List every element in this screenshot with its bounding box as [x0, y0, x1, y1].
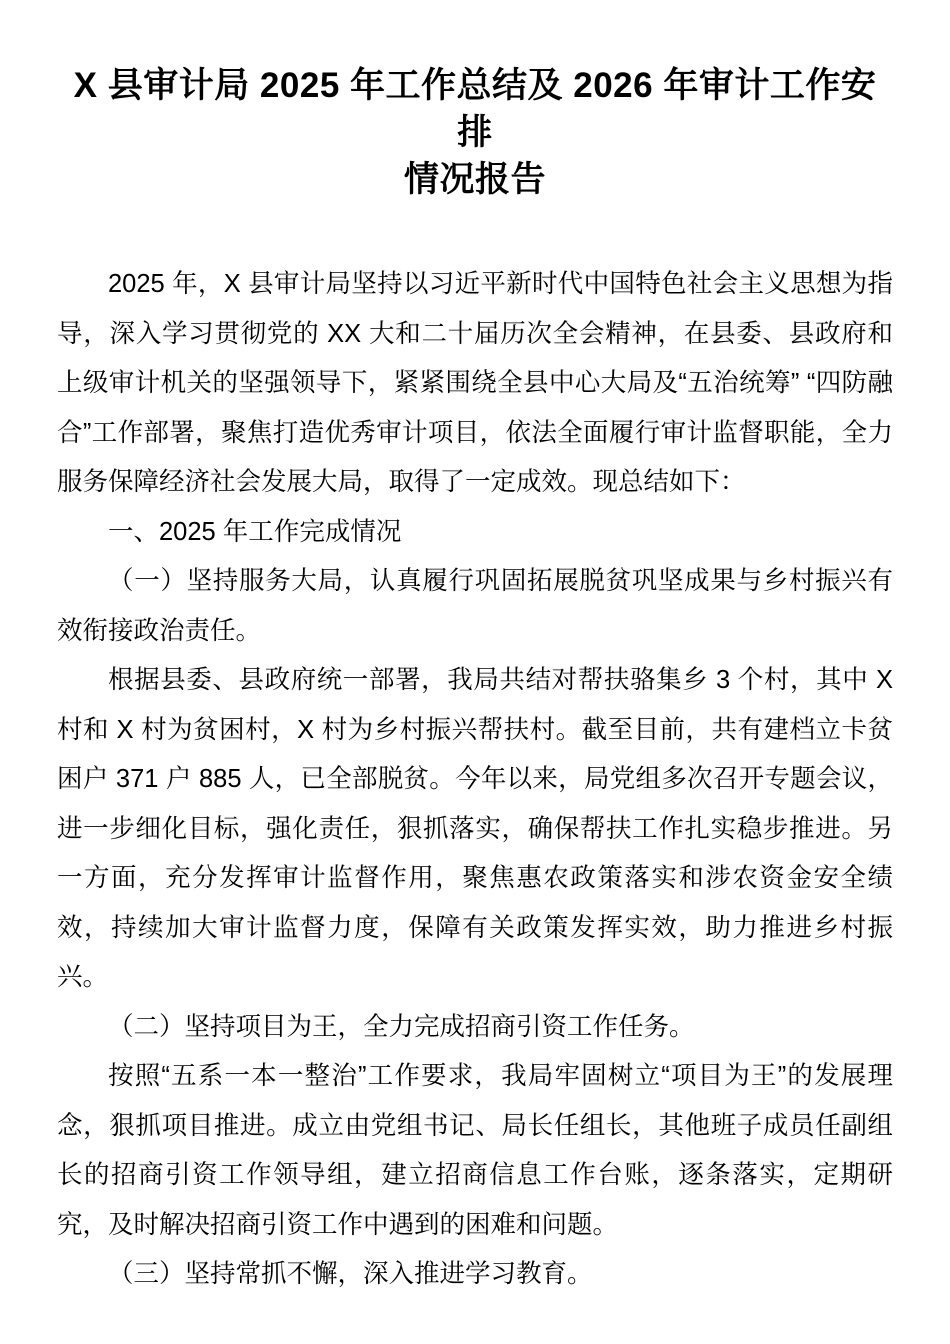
title-line-2: 情况报告	[403, 160, 546, 199]
document-body	[57, 260, 893, 1300]
subsection-2-paragraph: 按照“五系一本一整治”工作要求，我局牢固树立“项目为王”的发展理念，狠抓项目推进。成立由党组书记、局长任组长，其他班子成员任副组长的招商引资工作领导组，建立招商信息工作台账，逐条落实，定期研究，及时解决招商引资工作中遇到的困难和问题。	[57, 1062, 893, 1239]
subsection-3-heading: （三）坚持常抓不懈，深入推进学习教育。	[108, 1260, 593, 1288]
subsection-1-paragraph: 根据县委、县政府统一部署，我局共结对帮扶骆集乡 3 个村，其中 X 村和 X 村为贫困村，X 村为乡村振兴帮扶村。截至目前，共有建档立卡贫困户 371 户 885 人，已全部脱贫。今年以来，局党组多次召开专题会议，进一步细化目标，强化责任，狠抓落实，确保帮扶工作扎实稳步推进。另一方面，充分发挥审计监督作用，聚焦惠农政策落实和涉农资金安全绩效，持续加大审计监督力度，保障有关政策发挥实效，助力推进乡村振兴。	[57, 666, 893, 991]
section-1-heading: 一、2025 年工作完成情况	[108, 517, 402, 546]
document-title	[57, 62, 893, 203]
intro-paragraph: 2025 年，X 县审计局坚持以习近平新时代中国特色社会主义思想为指导，深入学习贯彻党的 XX 大和二十届历次全会精神，在县委、县政府和上级审计机关的坚强领导下，紧紧围绕全县中心大局及“五治统筹” “四防融合”工作部署，聚焦打造优秀审计项目，依法全面履行审计监督职能，全力服务保障经济社会发展大局，取得了一定成效。现总结如下：	[57, 270, 893, 496]
subsection-1-heading: （一）坚持服务大局，认真履行巩固拓展脱贫巩坚成果与乡村振兴有效衔接政治责任。	[57, 567, 893, 645]
title-line-1: X 县审计局 2025 年工作总结及 2026 年审计工作安排	[73, 66, 877, 152]
subsection-2-heading: （二）坚持项目为王，全力完成招商引资工作任务。	[108, 1012, 695, 1041]
